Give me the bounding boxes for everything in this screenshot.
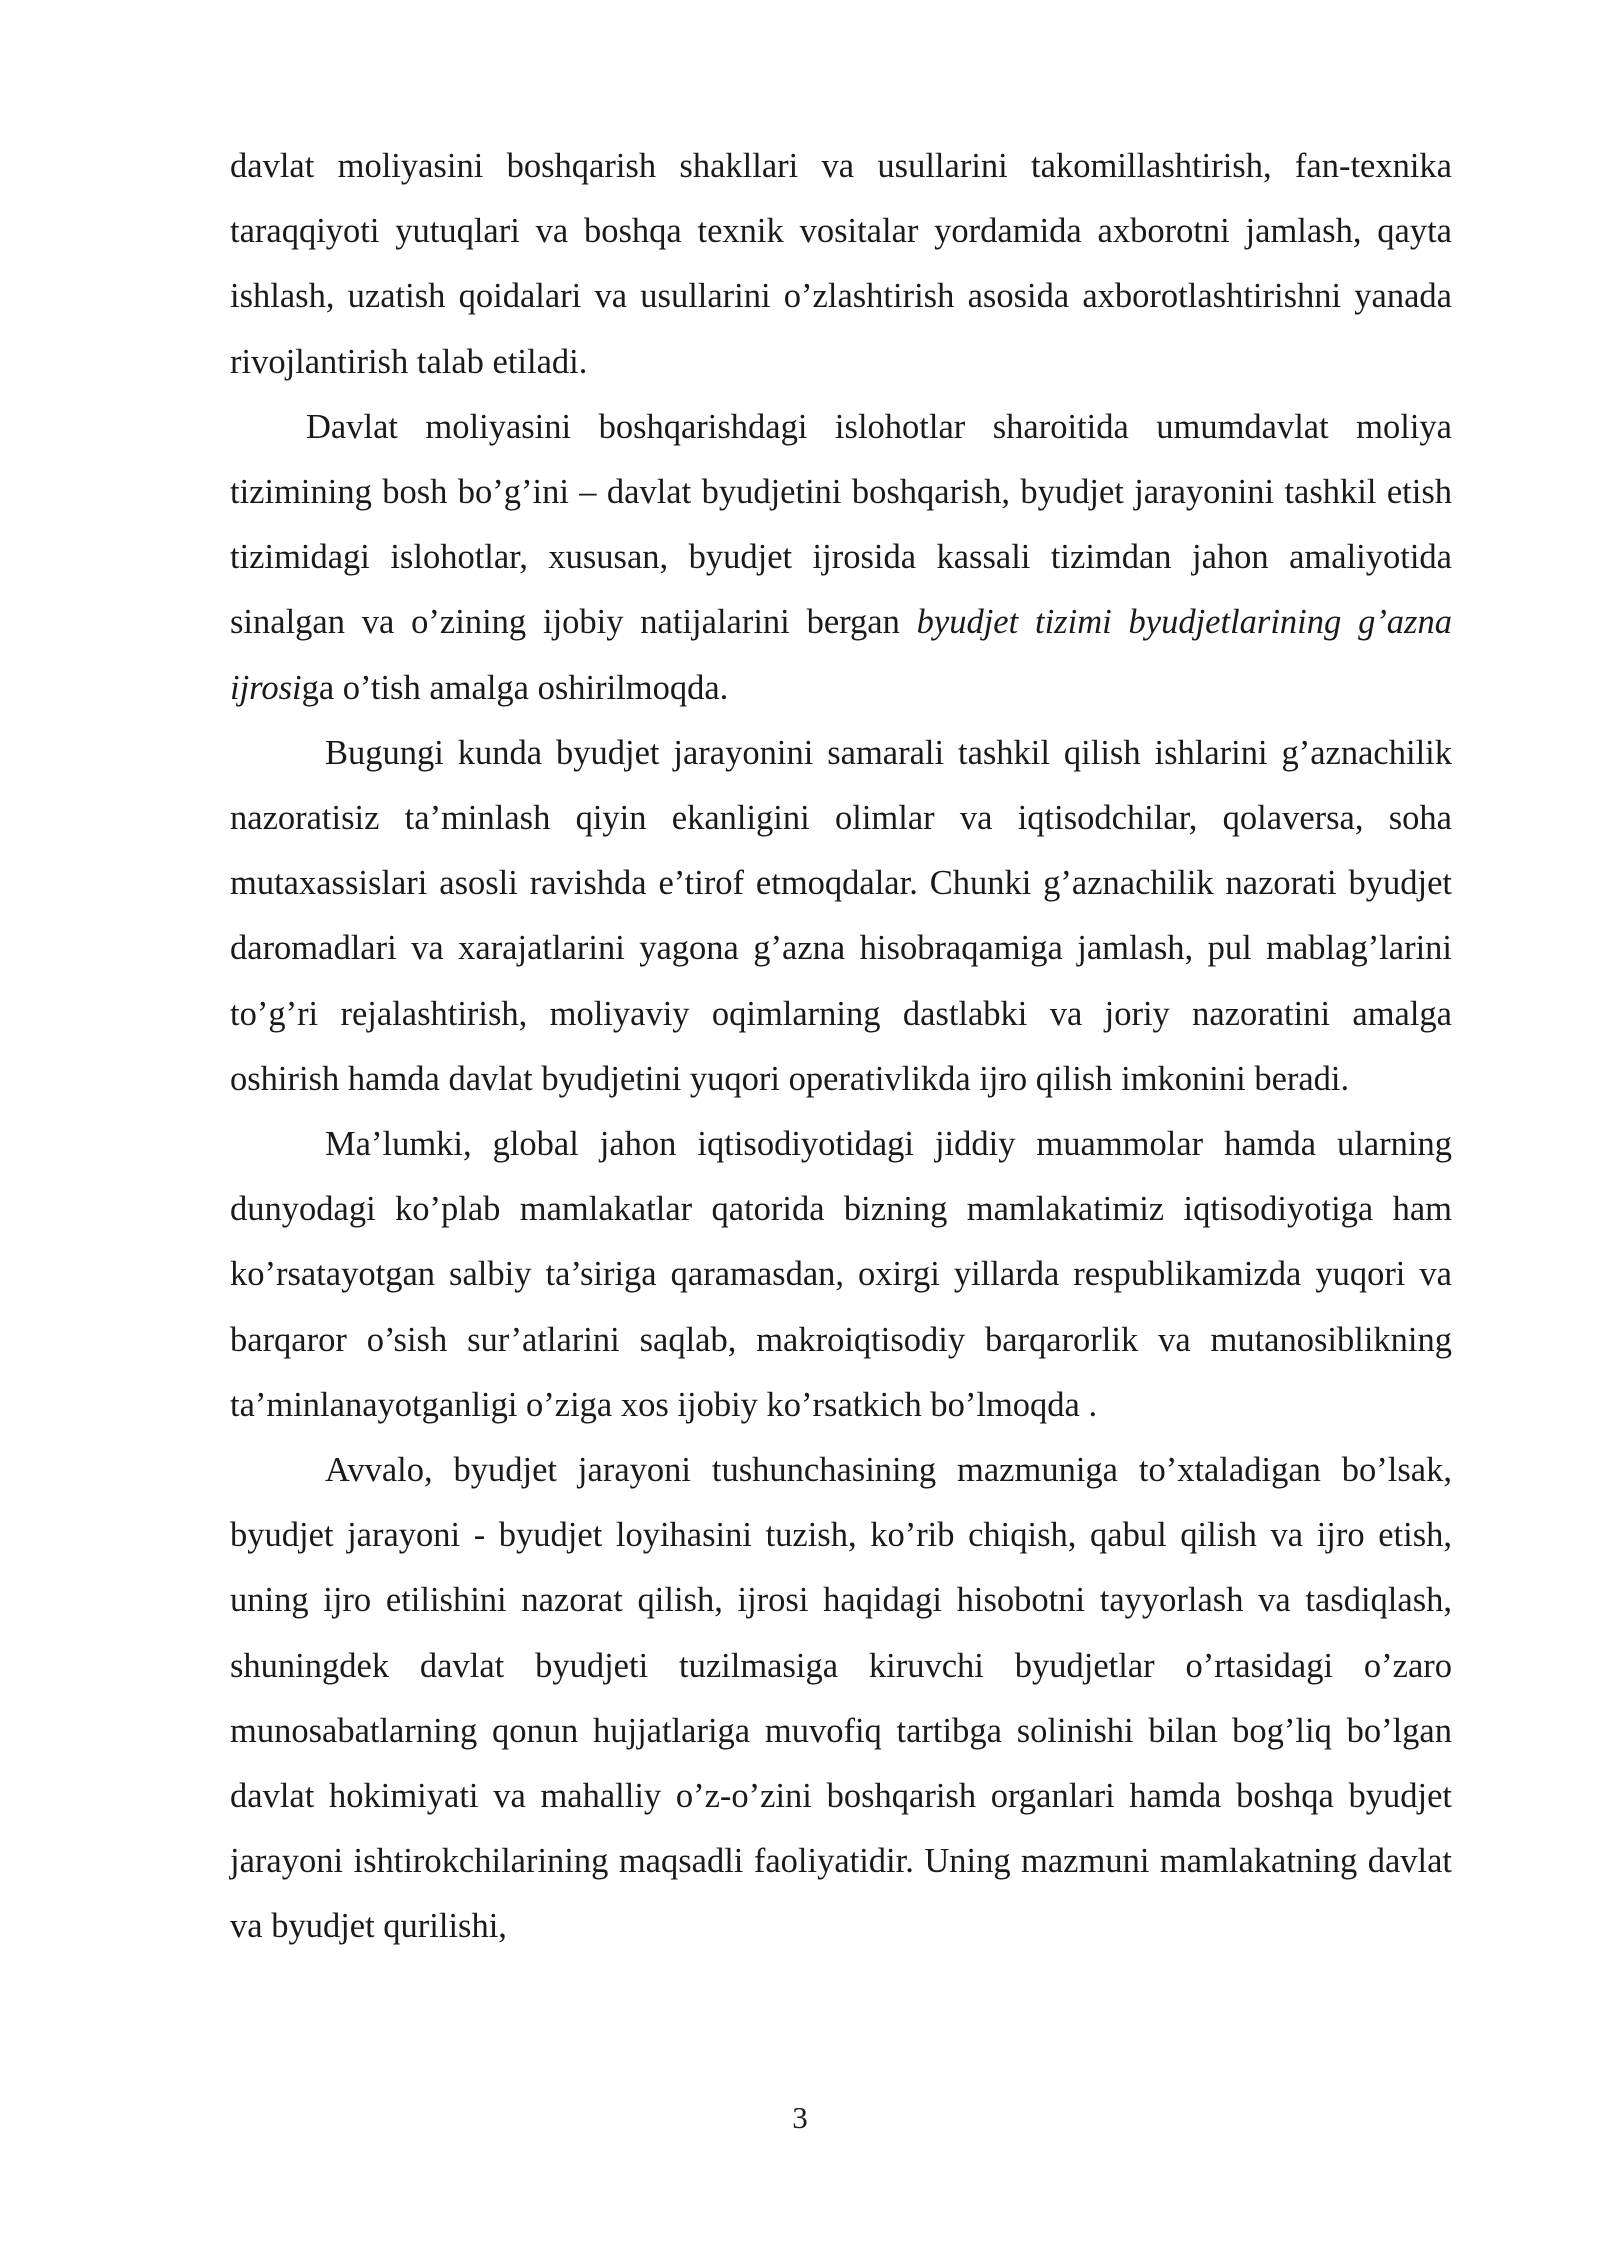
paragraph-4 <box>230 1112 1452 1438</box>
paragraph-2-text-b: ga o’tish amalga oshirilmoqda. <box>301 668 729 707</box>
paragraph-3 <box>230 721 1452 1112</box>
paragraph-5 <box>230 1438 1452 1960</box>
paragraph-1 <box>230 134 1452 395</box>
paragraph-4-text: Ma’lumki, global jahon iqtisodiyotidagi jiddiy muammolar hamda ularning dunyodagi ko’plab mamlakatlar qatorida bizning mamlakatimiz iqtisodiyotiga ham ko’rsatayotgan salbiy ta’siriga qaramasdan, oxirgi yillarda respublikamizda yuqori va barqaror o’sish sur’atlarini saqlab, makroiqtisodiy barqarorlik va mutanosiblikning ta’minlanayotganligi o’ziga xos ijobiy ko’rsatkich bo’lmoqda . <box>230 1125 1452 1424</box>
paragraph-3-text: Bugungi kunda byudjet jarayonini samarali tashkil qilish ishlarini g’aznachilik nazoratisiz ta’minlash qiyin ekanligini olimlar va iqtisodchilar, qolaversa, soha mutaxassislari asosli ravishda e’tirof etmoqdalar. Chunki g’aznachilik nazorati byudjet daromadlari va xarajatlarini yagona g’azna hisobraqamiga jamlash, pul mablag’larini to’g’ri rejalashtirish, moliyaviy oqimlarning dastlabki va joriy nazoratini amalga oshirish hamda davlat byudjetini yuqori operativlikda ijro qilish imkonini beradi. <box>230 733 1452 1098</box>
paragraph-2-text-a: Davlat moliyasini boshqarishdagi islohotlar sharoitida umumdavlat moliya tizimining bosh bo’g’ini – davlat byudjetini boshqarish, byudjet jarayonini tashkil etish tizimidagi islohotlar, xususan, byudjet ijrosida kassali tizimdan jahon amaliyotida sinalgan va o’zining ijobiy natijalarini bergan <box>230 407 1452 642</box>
body-text <box>230 134 1452 1960</box>
page-number: 3 <box>792 2100 808 2135</box>
paragraph-1-text: davlat moliyasini boshqarish shakllari va usullarini takomillashtirish, fan-texnika taraqqiyoti yutuqlari va boshqa texnik vositalar yordamida axborotni jamlash, qayta ishlash, uzatish qoidalari va usullarini o’zlashtirish asosida axborotlashtirishni yanada rivojlantirish talab etiladi. <box>230 147 1452 381</box>
paragraph-2 <box>230 395 1452 721</box>
paragraph-5-text: Avvalo, byudjet jarayoni tushunchasining mazmuniga to’xtaladigan bo’lsak, byudjet jarayoni - byudjet loyihasini tuzish, ko’rib chiqish, qabul qilish va ijro etish, uning ijro etilishini nazorat qilish, ijrosi haqidagi hisobotni tayyorlash va tasdiqlash, shuningdek davlat byudjeti tuzilmasiga kiruvchi byudjetlar o’rtasidagi o’zaro munosabatlarning qonun hujjatlariga muvofiq tartibga solinishi bilan bog’liq bo’lgan davlat hokimiyati va mahalliy o’z-o’zini boshqarish organlari hamda boshqa byudjet jarayoni ishtirokchilarining maqsadli faoliyatidir. Uning mazmuni mamlakatning davlat va byudjet qurilishi, <box>230 1451 1452 1946</box>
paragraph-2-italic-term: byudjet tizimi byudjetlarining g’azna ijrosi <box>230 603 1452 707</box>
